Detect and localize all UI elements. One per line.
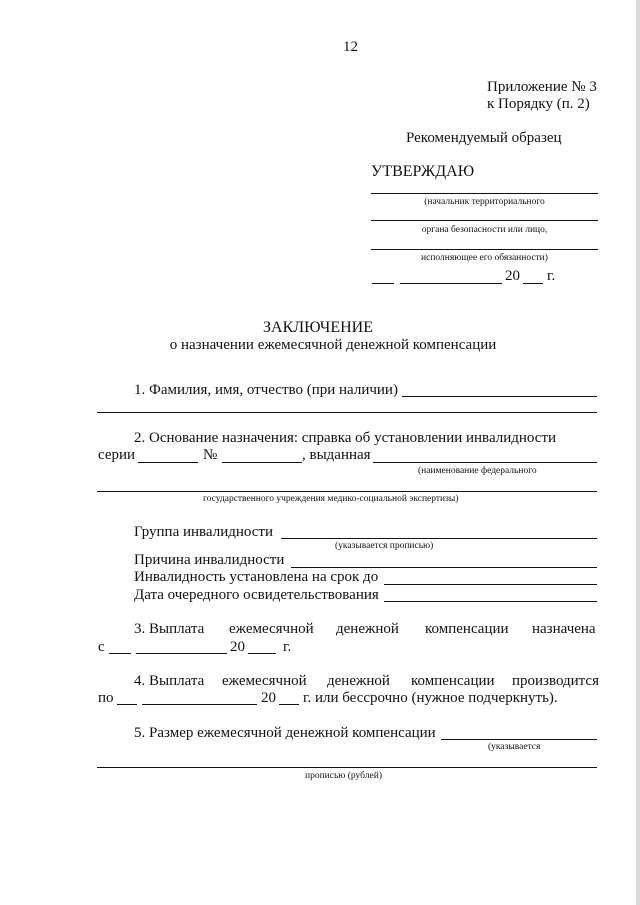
item2-caption-1: (наименование федерального xyxy=(418,466,537,476)
item4-month-line xyxy=(142,704,257,705)
approve-line-2 xyxy=(371,220,598,221)
item3-year-prefix: 20 xyxy=(230,639,245,655)
item2-series: серии xyxy=(98,447,136,463)
item4-word-4: компенсации xyxy=(411,673,495,689)
term-label: Инвалидность установлена на срок до xyxy=(134,569,379,585)
item5-label: 5. Размер ежемесячной денежной компенсации xyxy=(134,725,436,741)
item2-issuer-line xyxy=(373,462,597,463)
item5-caption-2: прописью (рублей) xyxy=(305,771,382,781)
approve-date-year-prefix: 20 xyxy=(505,268,520,284)
item2-number: № xyxy=(203,447,218,463)
item3-word-5: назначена xyxy=(532,621,596,637)
item2-number-line xyxy=(222,462,302,463)
item4-year-line xyxy=(279,704,299,705)
item3-word-3: денежной xyxy=(336,621,399,637)
item3-month-line xyxy=(136,653,227,654)
approve-caption-3: исполняющее его обязанности) xyxy=(421,253,548,263)
exam-line xyxy=(384,601,597,602)
group-line xyxy=(281,538,597,539)
group-label: Группа инвалидности xyxy=(134,524,274,540)
item3-year-suffix: г. xyxy=(283,639,292,655)
page-edge xyxy=(636,0,640,905)
item2-issuer-line-2 xyxy=(97,491,597,492)
item3-word-4: компенсации xyxy=(425,621,509,637)
approve-caption-2: органа безопасности или лицо, xyxy=(421,225,548,235)
item1-line-a xyxy=(402,396,597,397)
approve-date-year-line xyxy=(523,283,543,284)
item5-caption-1: (указывается xyxy=(488,742,541,752)
approve-date-month-line xyxy=(400,283,502,284)
page-number: 12 xyxy=(343,39,358,55)
item3-word-1: 3. Выплата xyxy=(134,621,205,637)
item2-caption-2: государственного учреждения медико-социальной экспертизы) xyxy=(203,494,459,504)
approve-title: УТВЕРЖДАЮ xyxy=(371,163,475,180)
appendix-line1: Приложение № 3 xyxy=(487,79,597,95)
item4-word-1: 4. Выплата xyxy=(134,673,205,689)
approve-date-year-suffix: г. xyxy=(547,268,556,284)
item3-word-2: ежемесячной xyxy=(229,621,314,637)
item3-year-line xyxy=(248,653,276,654)
item5-line-a xyxy=(441,739,597,740)
group-caption: (указывается прописью) xyxy=(335,541,434,551)
item5-line-b xyxy=(97,767,597,768)
item4-day-line xyxy=(117,704,137,705)
approve-line-1 xyxy=(371,193,598,194)
term-line xyxy=(384,584,597,585)
item1-line-b xyxy=(97,412,597,413)
recommended-label: Рекомендуемый образец xyxy=(406,130,562,146)
approve-caption-1: (начальник территориального xyxy=(424,197,545,207)
item4-to: по xyxy=(98,690,114,706)
item4-word-2: ежемесячной xyxy=(222,673,307,689)
document-title: ЗАКЛЮЧЕНИЕ xyxy=(263,319,373,336)
item4-suffix: г. или бессрочно (нужное подчеркнуть). xyxy=(303,690,558,706)
item4-year-prefix: 20 xyxy=(261,690,276,706)
item2-issued: , выданная xyxy=(302,447,371,463)
document-subtitle: о назначении ежемесячной денежной компенсации xyxy=(169,337,497,353)
approve-date-day-line xyxy=(372,283,394,284)
item4-word-5: производится xyxy=(512,673,599,689)
cause-label: Причина инвалидности xyxy=(134,552,285,568)
item3-day-line xyxy=(109,653,131,654)
item1-label: 1. Фамилия, имя, отчество (при наличии) xyxy=(134,382,398,398)
item2-line1: 2. Основание назначения: справка об установлении инвалидности xyxy=(134,430,557,446)
exam-label: Дата очередного освидетельствования xyxy=(134,587,379,603)
item4-word-3: денежной xyxy=(327,673,390,689)
item2-series-line xyxy=(138,462,198,463)
approve-line-3 xyxy=(371,249,598,250)
appendix-line2: к Порядку (п. 2) xyxy=(487,96,590,112)
item3-from: с xyxy=(98,639,105,655)
